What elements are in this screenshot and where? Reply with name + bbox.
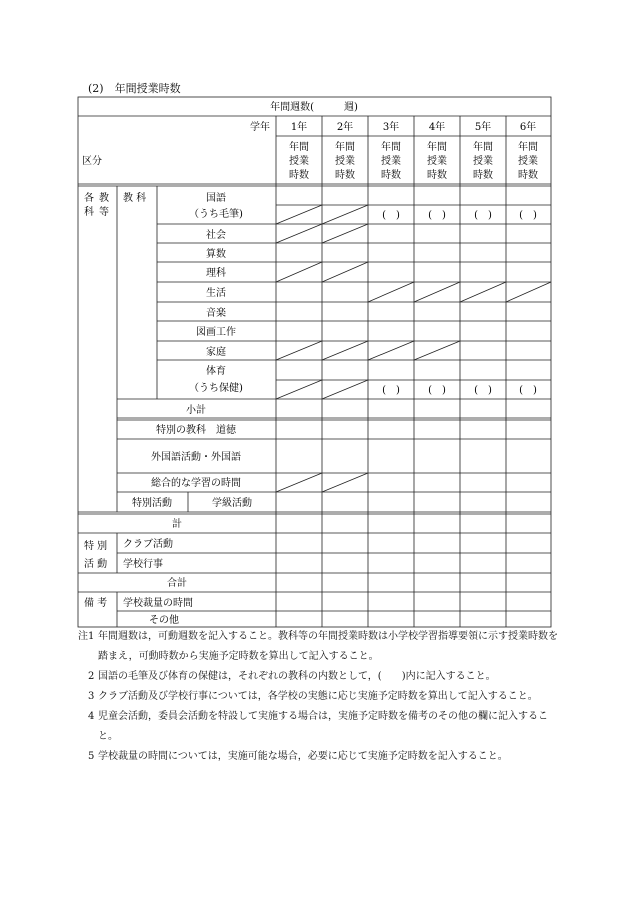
group-tokubetsu-line1: 特 別 [84, 541, 108, 552]
row-label-taiiku: 体育 [206, 366, 226, 377]
note-text: 年間週数は，可動週数を記入すること。教科等の年間授業時数は小学校学習指導要領に示す授業時数を踏まえ，可動時数から実施予定時数を算出して記入すること。 [98, 631, 558, 662]
note-number: 4 [88, 711, 95, 722]
paren-mark: ( ) [519, 385, 537, 396]
row-label-ongaku: 音楽 [206, 308, 226, 319]
group-biko: 備 考 [84, 598, 108, 609]
hours-label-line: 時数 [473, 170, 493, 181]
note-item [78, 707, 558, 747]
hours-label-line: 授業 [473, 156, 493, 167]
note-item [78, 627, 558, 667]
note-item [78, 747, 558, 767]
grade-header: 2年 [336, 122, 354, 133]
hours-label-line: 授業 [381, 156, 401, 167]
row-label-seikatsu: 生活 [206, 288, 226, 299]
row-label-kei: 計 [172, 519, 182, 530]
paren-mark: ( ) [382, 385, 400, 396]
hours-label-line: 年間 [381, 142, 401, 153]
hours-label-line: 授業 [518, 156, 538, 167]
note-number: 3 [88, 691, 95, 702]
row-label-sansu: 算数 [206, 249, 226, 260]
grade-header: 4年 [428, 122, 446, 133]
row-label-sonota: その他 [149, 615, 179, 626]
hours-label-line: 時数 [335, 170, 355, 181]
row-label-kokugo: 国語 [206, 193, 226, 204]
row-label-shakai: 社会 [206, 230, 226, 241]
row-label-sairyo: 学校裁量の時間 [123, 598, 193, 609]
row-label-hoken: （うち保健) [189, 383, 243, 394]
hours-label-line: 時数 [381, 170, 401, 181]
hours-label-line: 授業 [289, 156, 309, 167]
hours-label-line: 年間 [289, 142, 309, 153]
hours-label-line: 時数 [289, 170, 309, 181]
paren-mark: ( ) [428, 385, 446, 396]
grade-header: 3年 [382, 122, 400, 133]
hours-label-line: 時数 [427, 170, 447, 181]
note-text: 国語の毛筆及び体育の保健は，それぞれの教科の内数として，( )内に記入すること。 [98, 671, 496, 682]
hours-label-line: 時数 [518, 170, 538, 181]
group-kakukyoka-line2: 科 等 [84, 207, 109, 218]
hours-label-line: 授業 [335, 156, 355, 167]
grade-header: 6年 [519, 122, 537, 133]
paren-mark: ( ) [428, 210, 446, 221]
weekly-count-label: 年間週数( 週) [270, 102, 358, 113]
grade-label: 学年 [250, 122, 270, 133]
note-number: 2 [88, 671, 95, 682]
category-label: 区分 [82, 156, 102, 167]
hours-label-line: 年間 [335, 142, 355, 153]
row-label-club: クラブ活動 [123, 539, 173, 550]
section-title: (2) 年間授業時数 [88, 82, 181, 95]
paren-mark: ( ) [474, 385, 492, 396]
group-kyoka: 教 科 [123, 193, 147, 204]
note-text: クラブ活動及び学校行事については，各学校の実態に応じ実施予定時数を算出して記入すること。 [98, 691, 538, 702]
row-label-tokkatsu: 特別活動 [132, 498, 172, 509]
row-label-gokei: 合計 [167, 578, 187, 589]
row-label-moji: （うち毛筆) [189, 209, 243, 220]
hours-label-line: 年間 [518, 142, 538, 153]
paren-mark: ( ) [382, 210, 400, 221]
grade-header: 5年 [474, 122, 492, 133]
row-label-gakkyu: 学級活動 [212, 498, 252, 509]
paren-mark: ( ) [519, 210, 537, 221]
row-label-shokei: 小計 [186, 405, 206, 416]
row-label-gyoji: 学校行事 [123, 559, 163, 570]
group-kakukyoka-line1: 各 教 [84, 193, 109, 204]
row-label-sogo: 総合的な学習の時間 [151, 478, 241, 489]
paren-mark: ( ) [474, 210, 492, 221]
hours-label-line: 授業 [427, 156, 447, 167]
note-item [78, 667, 558, 687]
note-number: 注1 [78, 631, 95, 642]
row-label-zuga: 図画工作 [196, 327, 236, 338]
row-label-rika: 理科 [206, 268, 226, 279]
note-item [78, 687, 558, 707]
note-number: 5 [88, 751, 95, 762]
notes [78, 627, 558, 767]
hours-label-line: 年間 [473, 142, 493, 153]
hours-label-line: 年間 [427, 142, 447, 153]
note-text: 学校裁量の時間については，実施可能な場合，必要に応じて実施予定時数を記入すること。 [98, 751, 508, 762]
note-text: 児童会活動，委員会活動を特設して実施する場合は，実施予定時数を備考のその他の欄に記入すること。 [98, 711, 548, 742]
row-label-katei: 家庭 [206, 347, 226, 358]
not-applicable-slashes [276, 205, 551, 492]
group-tokubetsu-line2: 活 動 [84, 559, 108, 570]
row-label-dotoku: 特別の教科 道徳 [156, 425, 236, 436]
row-label-gaikokugo: 外国語活動・外国語 [151, 452, 241, 463]
grade-header: 1年 [290, 122, 308, 133]
